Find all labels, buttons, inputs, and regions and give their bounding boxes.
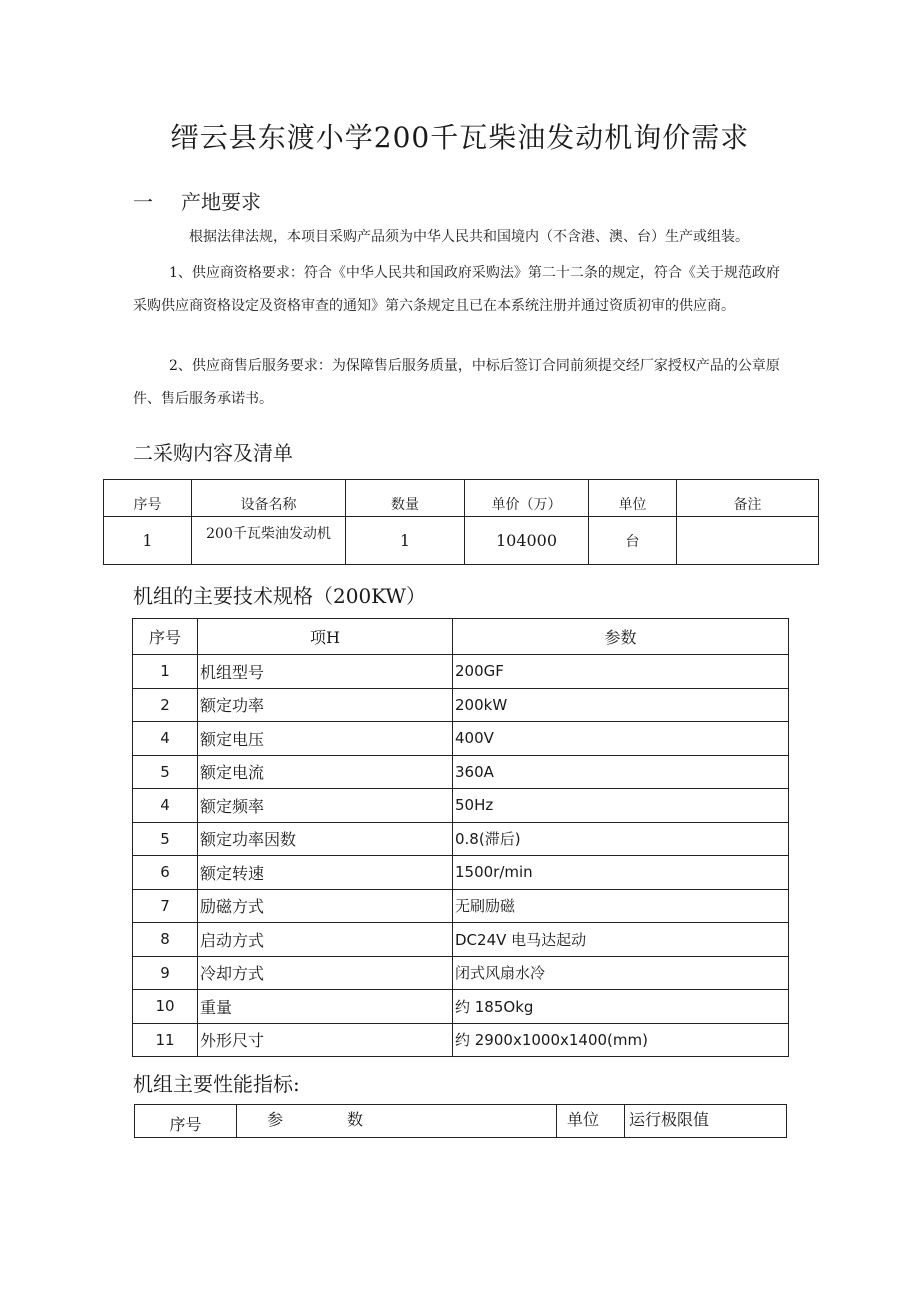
table-cell: 台 (589, 517, 677, 565)
table-cell (677, 517, 819, 565)
table-row (133, 990, 789, 1024)
section-heading-origin (133, 186, 261, 215)
value-cell: 无刷励磁 (453, 889, 789, 923)
row-number-cell: 5 (133, 822, 198, 856)
header-cell: 序号 (104, 480, 192, 517)
table-cell: 200千瓦柴油发动机 (192, 517, 346, 565)
item-cell: 额定功率 (198, 688, 453, 722)
section-heading-text: 产地要求 (181, 190, 261, 214)
header-cell: 运行极限值 (625, 1105, 787, 1138)
header-cell: 设备名称 (192, 480, 346, 517)
table-header-row (104, 480, 819, 517)
specs-table (132, 618, 789, 1057)
row-number-cell: 7 (133, 889, 198, 923)
value-cell: DC24V 电马达起动 (453, 923, 789, 957)
performance-table (134, 1104, 787, 1138)
row-number-cell: 4 (133, 789, 198, 823)
value-cell: 闭式风扇水冷 (453, 956, 789, 990)
table-row (133, 889, 789, 923)
table-row (133, 956, 789, 990)
item-cell: 机组型号 (198, 655, 453, 689)
value-cell: 360A (453, 755, 789, 789)
header-cell: 数量 (346, 480, 465, 517)
table-row (133, 755, 789, 789)
table-row (133, 1023, 789, 1057)
row-number-cell: 11 (133, 1023, 198, 1057)
value-cell: 约 2900x1000x1400(mm) (453, 1023, 789, 1057)
row-number-cell: 6 (133, 856, 198, 890)
item-cell: 额定功率因数 (198, 822, 453, 856)
item-cell: 额定电压 (198, 722, 453, 756)
row-number-cell: 9 (133, 956, 198, 990)
procurement-table (103, 479, 819, 565)
section-heading-procurement: 二采购内容及清单 (133, 441, 293, 465)
item-cell: 额定转速 (198, 856, 453, 890)
item-cell: 额定频率 (198, 789, 453, 823)
row-number-cell: 4 (133, 722, 198, 756)
value-cell: 1500r/min (453, 856, 789, 890)
item-cell: 额定电流 (198, 755, 453, 789)
paragraph-origin-requirement: 根据法律法规，本项目采购产品须为中华人民共和国境内（不含港、澳、台）生产或组装。 (189, 229, 749, 245)
page-title: 缙云县东渡小学200千瓦柴油发动机询价需求 (170, 121, 750, 154)
table-row (133, 822, 789, 856)
value-cell: 0.8(滞后) (453, 822, 789, 856)
table-cell: 104000 (465, 517, 589, 565)
row-number-cell: 2 (133, 688, 198, 722)
header-cell: 序号 (135, 1105, 237, 1138)
item-cell: 冷却方式 (198, 956, 453, 990)
value-cell: 200kW (453, 688, 789, 722)
value-cell: 400V (453, 722, 789, 756)
table-row (133, 923, 789, 957)
paragraph-supplier-qualification: 1、供应商资格要求：符合《中华人民共和国政府采购法》第二十二条的规定，符合《关于规范政府采购供应商资格设定及资格审查的通知》第六条规定且已在本系统注册并通过资质初审的供应商。 (133, 265, 780, 314)
paragraph-after-sales-service: 2、供应商售后服务要求：为保障售后服务质量，中标后签订合同前须提交经厂家授权产品的公章原件、售后服务承诺书。 (133, 358, 780, 407)
header-cell: 项H (198, 619, 453, 655)
table-cell: 1 (346, 517, 465, 565)
value-cell: 200GF (453, 655, 789, 689)
section-number: 一 (133, 190, 153, 214)
item-cell: 启动方式 (198, 923, 453, 957)
row-number-cell: 8 (133, 923, 198, 957)
section-heading-specs: 机组的主要技术规格（200KW） (133, 584, 426, 608)
table-row (104, 517, 819, 565)
table-row (133, 789, 789, 823)
table-cell: 1 (104, 517, 192, 565)
item-cell: 外形尺寸 (198, 1023, 453, 1057)
header-cell: 参 数 (237, 1105, 557, 1138)
header-cell: 单位 (557, 1105, 625, 1138)
header-cell: 备注 (677, 480, 819, 517)
value-cell: 50Hz (453, 789, 789, 823)
table-row (133, 688, 789, 722)
header-cell: 序号 (133, 619, 198, 655)
table-header-row (135, 1105, 787, 1138)
row-number-cell: 1 (133, 655, 198, 689)
value-cell: 约 185Okg (453, 990, 789, 1024)
table-row (133, 655, 789, 689)
table-header-row (133, 619, 789, 655)
item-cell: 重量 (198, 990, 453, 1024)
header-cell: 单位 (589, 480, 677, 517)
header-cell: 参数 (453, 619, 789, 655)
table-row (133, 856, 789, 890)
header-cell: 单价（万） (465, 480, 589, 517)
table-row (133, 722, 789, 756)
row-number-cell: 5 (133, 755, 198, 789)
section-heading-performance: 机组主要性能指标: (133, 1072, 300, 1096)
item-cell: 励磁方式 (198, 889, 453, 923)
row-number-cell: 10 (133, 990, 198, 1024)
